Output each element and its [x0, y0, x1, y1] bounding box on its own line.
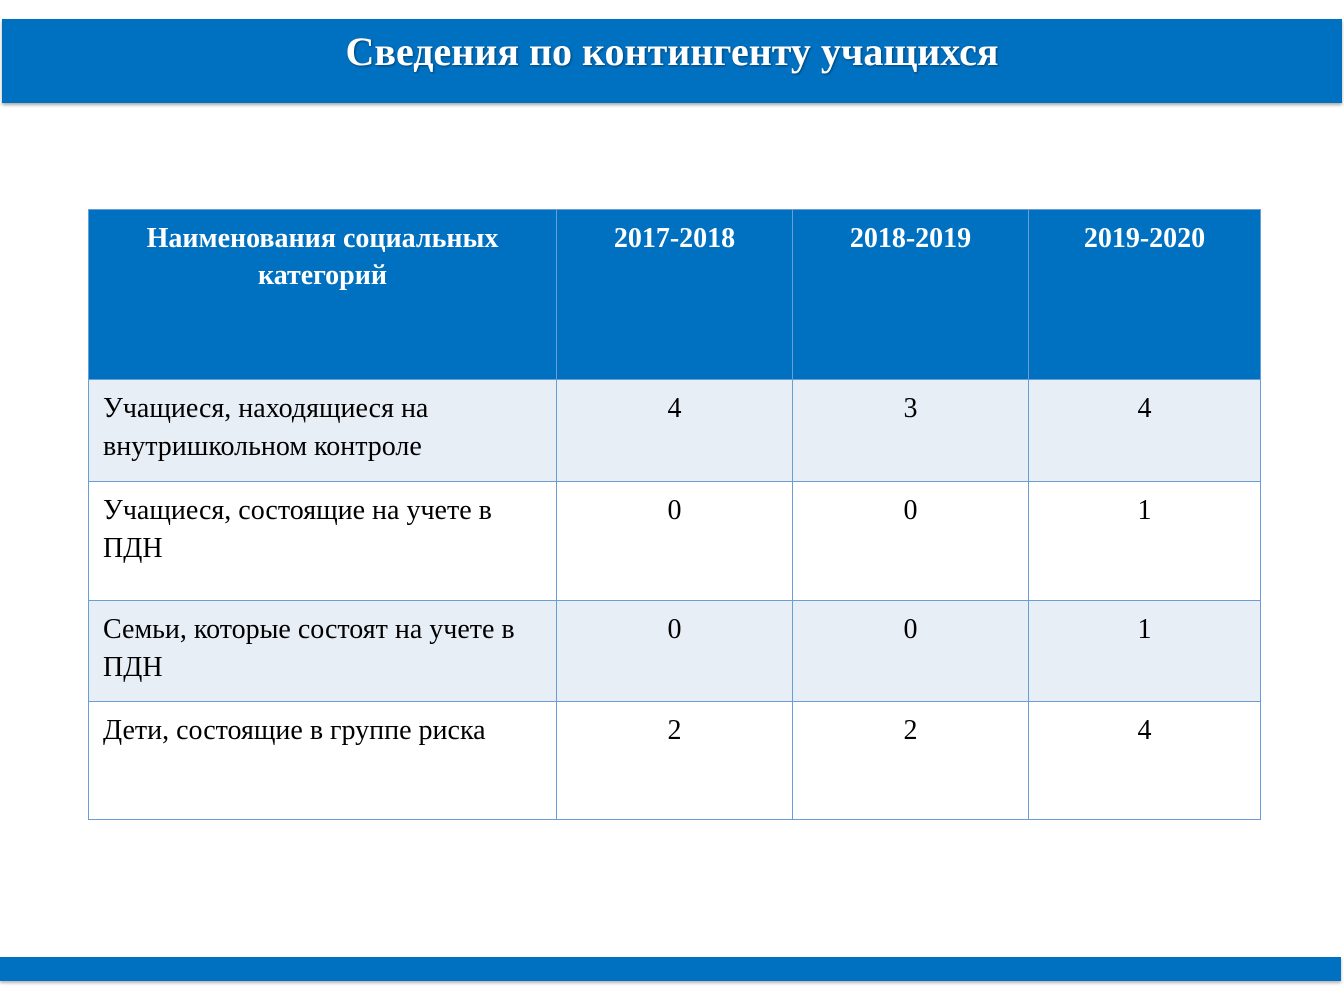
- value-cell: 2: [557, 702, 793, 820]
- table-row: [89, 380, 1261, 482]
- header-category: Наименования социальных категорий: [89, 210, 557, 380]
- value-cell: 1: [1029, 601, 1261, 702]
- table-row: [89, 482, 1261, 601]
- value-cell: 4: [557, 380, 793, 482]
- bottom-bar: [0, 957, 1341, 981]
- value-cell: 0: [793, 601, 1029, 702]
- header-year-2019-2020: 2019-2020: [1029, 210, 1261, 380]
- value-cell: 1: [1029, 482, 1261, 601]
- value-cell: 3: [793, 380, 1029, 482]
- value-cell: 4: [1029, 380, 1261, 482]
- value-cell: 0: [557, 482, 793, 601]
- value-cell: 0: [557, 601, 793, 702]
- title-bar: [2, 19, 1342, 103]
- header-year-2018-2019: 2018-2019: [793, 210, 1029, 380]
- category-cell: Учащиеся, находящиеся на внутришкольном контроле: [89, 380, 557, 482]
- value-cell: 2: [793, 702, 1029, 820]
- contingent-table: [88, 209, 1261, 820]
- category-cell: Дети, состоящие в группе риска: [89, 702, 557, 820]
- value-cell: 4: [1029, 702, 1261, 820]
- value-cell: 0: [793, 482, 1029, 601]
- header-year-2017-2018: 2017-2018: [557, 210, 793, 380]
- table-header-row: [89, 210, 1261, 380]
- category-cell: Семьи, которые состоят на учете в ПДН: [89, 601, 557, 702]
- table-row: [89, 601, 1261, 702]
- table-row: [89, 702, 1261, 820]
- category-cell: Учащиеся, состоящие на учете в ПДН: [89, 482, 557, 601]
- slide-title: Сведения по контингенту учащихся: [345, 29, 999, 74]
